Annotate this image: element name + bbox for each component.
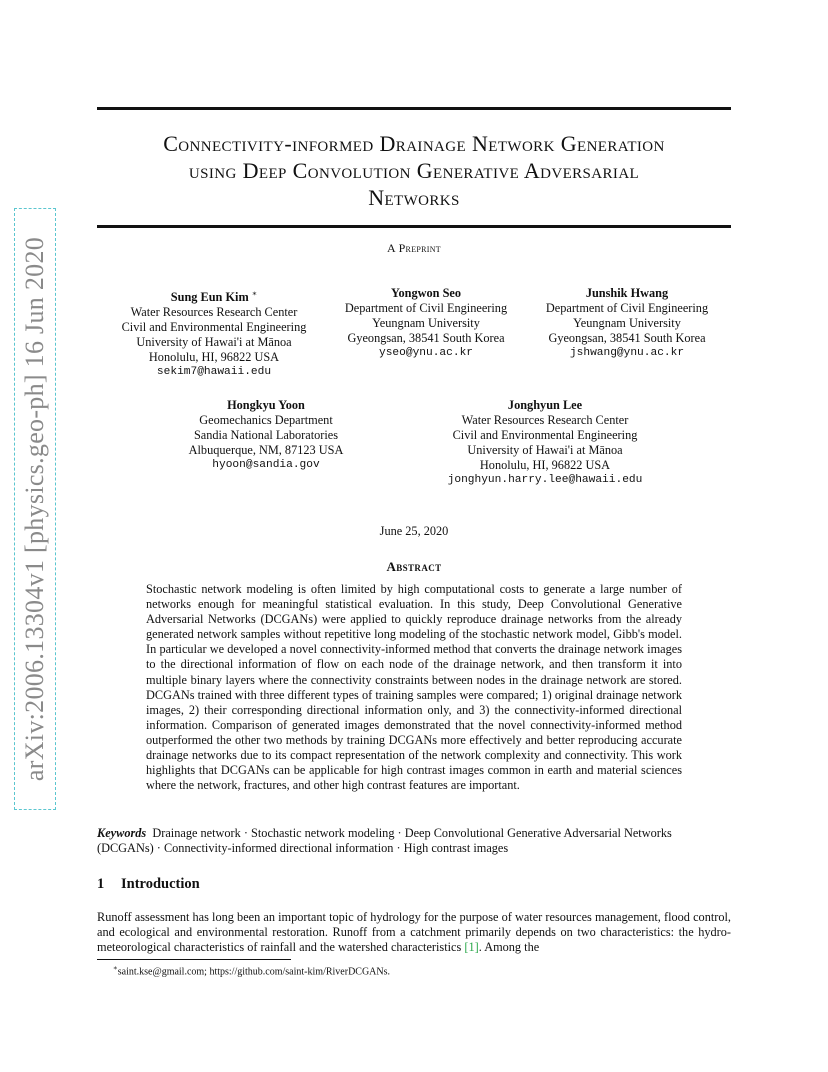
- author-block-kim: [103, 286, 325, 380]
- keywords-block: [97, 826, 731, 856]
- section-title: Introduction: [121, 876, 200, 892]
- affiliation-line: Sandia National Laboratories: [193, 428, 339, 442]
- author-name: Sung Eun Kim ∗: [170, 289, 258, 305]
- author-email: jonghyun.harry.lee@hawaii.edu: [447, 474, 643, 486]
- intro-text-tail: . Among the: [478, 940, 540, 955]
- author-name: Hongkyu Yoon: [227, 398, 305, 412]
- affiliation-line: Water Resources Research Center: [130, 305, 298, 320]
- affiliation-line: Department of Civil Engineering: [344, 301, 508, 315]
- author-email: sekim7@hawaii.edu: [156, 366, 272, 379]
- footnote: [113, 964, 390, 977]
- intro-paragraph: [97, 910, 731, 955]
- affiliation-line: Albuquerque, NM, 87123 USA: [188, 443, 344, 457]
- affiliation-line: University of Hawai'i at Mānoa: [136, 335, 292, 350]
- author-block-hwang: [531, 286, 723, 361]
- abstract-heading: Abstract: [386, 559, 442, 574]
- title-line-3: Networks: [368, 185, 460, 210]
- author-email: yseo@ynu.ac.kr: [379, 347, 473, 359]
- footnote-rule: [97, 959, 291, 960]
- title-bottom-rule: [97, 225, 731, 228]
- affiliation-line: Gyeongsan, 38541 South Korea: [347, 331, 505, 345]
- affiliation-line: Department of Civil Engineering: [545, 301, 709, 315]
- paper-title: [97, 130, 731, 211]
- title-line-2: using Deep Convolution Generative Adversarial: [188, 158, 640, 183]
- title-top-rule: [97, 107, 731, 110]
- citation-link[interactable]: [1]: [464, 940, 479, 955]
- footnote-text: saint.kse@gmail.com; https://github.com/saint-kim/RiverDCGANs.: [117, 966, 391, 978]
- author-name: Junshik Hwang: [585, 286, 669, 300]
- affiliation-line: Gyeongsan, 38541 South Korea: [548, 331, 706, 345]
- title-line-1: Connectivity-informed Drainage Network Generation: [163, 131, 665, 156]
- affiliation-line: Honolulu, HI, 96822 USA: [479, 458, 611, 472]
- section-number: 1: [97, 876, 105, 892]
- abstract-body: Stochastic network modeling is often limited by high computational costs to generate a large number of networks enough for meaningful statistical evaluation. In this study, Deep Convolutional Generative Adversarial Networks (DCGANs) were applied to quickly reproduce drainage networks from the already generated network samples without repetitive long modeling of the stochastic network model, Gibb's model. In particular we developed a novel connectivity-informed method that converts the drainage network images to the directional information of flow on each node of the drainage network, and then transform it into multiple binary layers where the connectivity constraints between nodes in the drainage network are stored. DCGANs trained with three different types of training samples were compared; 1) original drainage network images, 2) their corresponding directional information only, and 3) the connectivity-informed directional information. Comparison of generated images demonstrated that the novel connectivity-informed method outperformed the other two methods by training DCGANs more effectively and better reproducing accurate drainage networks due to its compact representation of the network complexity and connectivity. This work highlights that DCGANs can be applicable for high contrast images common in earth and material sciences where the network, fractures, and other high contrast features are important.: [146, 582, 682, 793]
- author-block-seo: [330, 286, 522, 361]
- author-email: jshwang@ynu.ac.kr: [569, 347, 685, 359]
- section-heading: [97, 876, 200, 893]
- author-name: Jonghyun Lee: [507, 398, 583, 412]
- affiliation-line: Civil and Environmental Engineering: [452, 428, 638, 442]
- arxiv-id: arXiv:2006.13304v1 [physics.geo-ph] 16 Jun 2020: [20, 236, 49, 782]
- author-block-lee: [430, 398, 660, 488]
- intro-text: Runoff assessment has long been an important topic of hydrology for the purpose of water resources management, flood control, and ecological and environmental restoration. Runoff from a catchment primarily depends on two characteristics: the hydro-meteorological characteristics of rainfall and the watershed characteristics: [97, 910, 731, 955]
- arxiv-sidebar: [14, 208, 56, 810]
- affiliation-line: Yeungnam University: [573, 316, 681, 330]
- affiliation-line: Water Resources Research Center: [461, 413, 629, 427]
- affiliation-line: University of Hawai'i at Mānoa: [467, 443, 623, 457]
- affiliation-line: Geomechanics Department: [199, 413, 333, 427]
- publication-date: June 25, 2020: [379, 524, 449, 538]
- affiliation-line: Civil and Environmental Engineering: [121, 320, 307, 335]
- author-email: hyoon@sandia.gov: [212, 459, 320, 471]
- author-block-yoon: [172, 398, 360, 473]
- author-name: Yongwon Seo: [390, 286, 462, 300]
- affiliation-line: Honolulu, HI, 96822 USA: [148, 350, 280, 365]
- preprint-label: A Preprint: [386, 241, 441, 255]
- keywords-text: Drainage network · Stochastic network modeling · Deep Convolutional Generative Adversarial Networks (DCGANs) · Connectivity-informed directional information · High contrast images: [97, 826, 672, 856]
- keywords-label: Keywords: [97, 826, 147, 840]
- footnote-marker: ∗: [113, 964, 118, 972]
- affiliation-line: Yeungnam University: [372, 316, 480, 330]
